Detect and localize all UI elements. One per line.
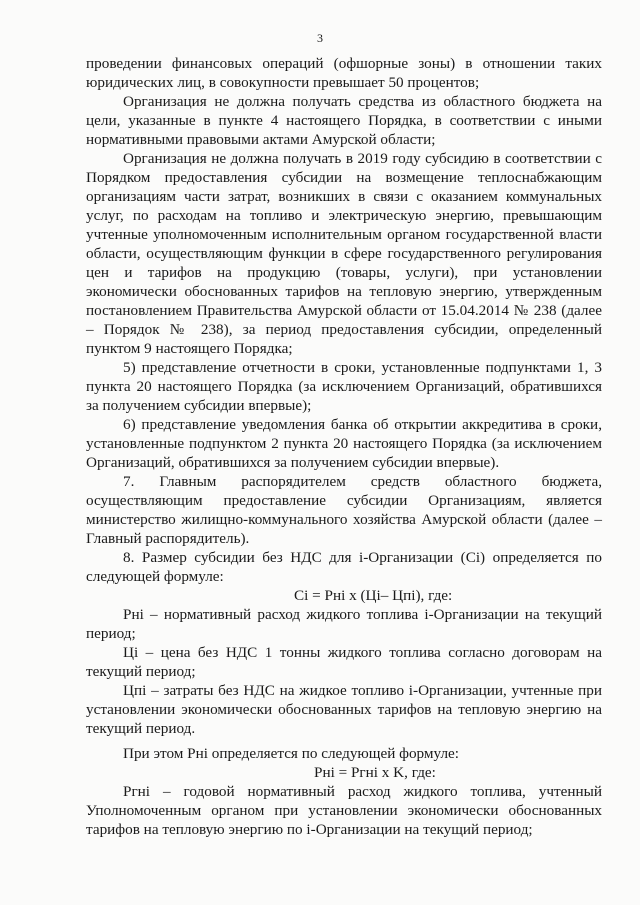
paragraph: 8. Размер субсидии без НДС для i-Организации (Ci) определяется по следующей формуле: (86, 549, 602, 585)
definition: Pгнi – годовой нормативный расход жидкого топлива, учтенный Уполномоченным органом при установлении экономически обоснованных тарифов на тепловую энергию по i-Организации на текущий период; (86, 783, 602, 838)
paragraph: 7. Главным распорядителем средств областного бюджета, осуществляющим предоставление субсидии Организациям, является министерство жилищно-коммунального хозяйства Амурской области (далее – Главный распорядитель). (86, 473, 602, 547)
paragraph: 5) представление отчетности в сроки, установленные подпунктами 1, 3 пункта 20 настоящего Порядка (за исключением Организаций, обратившихся за получением субсидии впервые); (86, 359, 602, 414)
page-number: 3 (317, 31, 323, 45)
document-body (86, 54, 602, 839)
definition: Цпi – затраты без НДС на жидкое топливо i-Организации, учтенные при установлении экономически обоснованных тарифов на тепловую энергию на текущий период. (86, 682, 602, 737)
paragraph: Организация не должна получать в 2019 году субсидию в соответствии с Порядком предоставления субсидии на возмещение теплоснабжающим организациям части затрат, возникших в связи с оказанием коммунальных услуг, по расходам на топливо и электрическую энергию, превышающим учтенные уполномоченным исполнительным органом государственной власти области, осуществляющим функции в сфере государственного регулирования цен и тарифов на продукцию (товары, услуги), при установлении экономически обоснованных тарифов на тепловую энергию, утвержденным постановлением Правительства Амурской области от 15.04.2014 № 238 (далее – Порядок № 238), за период предоставления субсидии, определенный пунктом 9 настоящего Порядка; (86, 150, 602, 357)
definition: Pнi – нормативный расход жидкого топлива i-Организации на текущий период; (86, 606, 602, 642)
paragraph: проведении финансовых операций (офшорные зоны) в отношении таких юридических лиц, в совокупности превышает 50 процентов; (86, 55, 602, 91)
paragraph: Организация не должна получать средства из областного бюджета на цели, указанные в пункте 4 настоящего Порядка, в соответствии с иными нормативными правовыми актами Амурской области; (86, 93, 602, 148)
subsidy-formula: Ci = Pнi x (Цi– Цпi), где: (294, 587, 453, 604)
definition: Цi – цена без НДС 1 тонны жидкого топлива согласно договорам на текущий период; (86, 644, 602, 680)
consumption-formula: Pнi = Pгнi x K, где: (314, 764, 436, 781)
paragraph: 6) представление уведомления банка об открытии аккредитива в сроки, установленные подпунктом 2 пункта 20 настоящего Порядка (за исключением Организаций, обратившихся за получением субсидии впервые). (86, 416, 602, 471)
formula-intro: При этом Pнi определяется по следующей формуле: (123, 745, 459, 762)
